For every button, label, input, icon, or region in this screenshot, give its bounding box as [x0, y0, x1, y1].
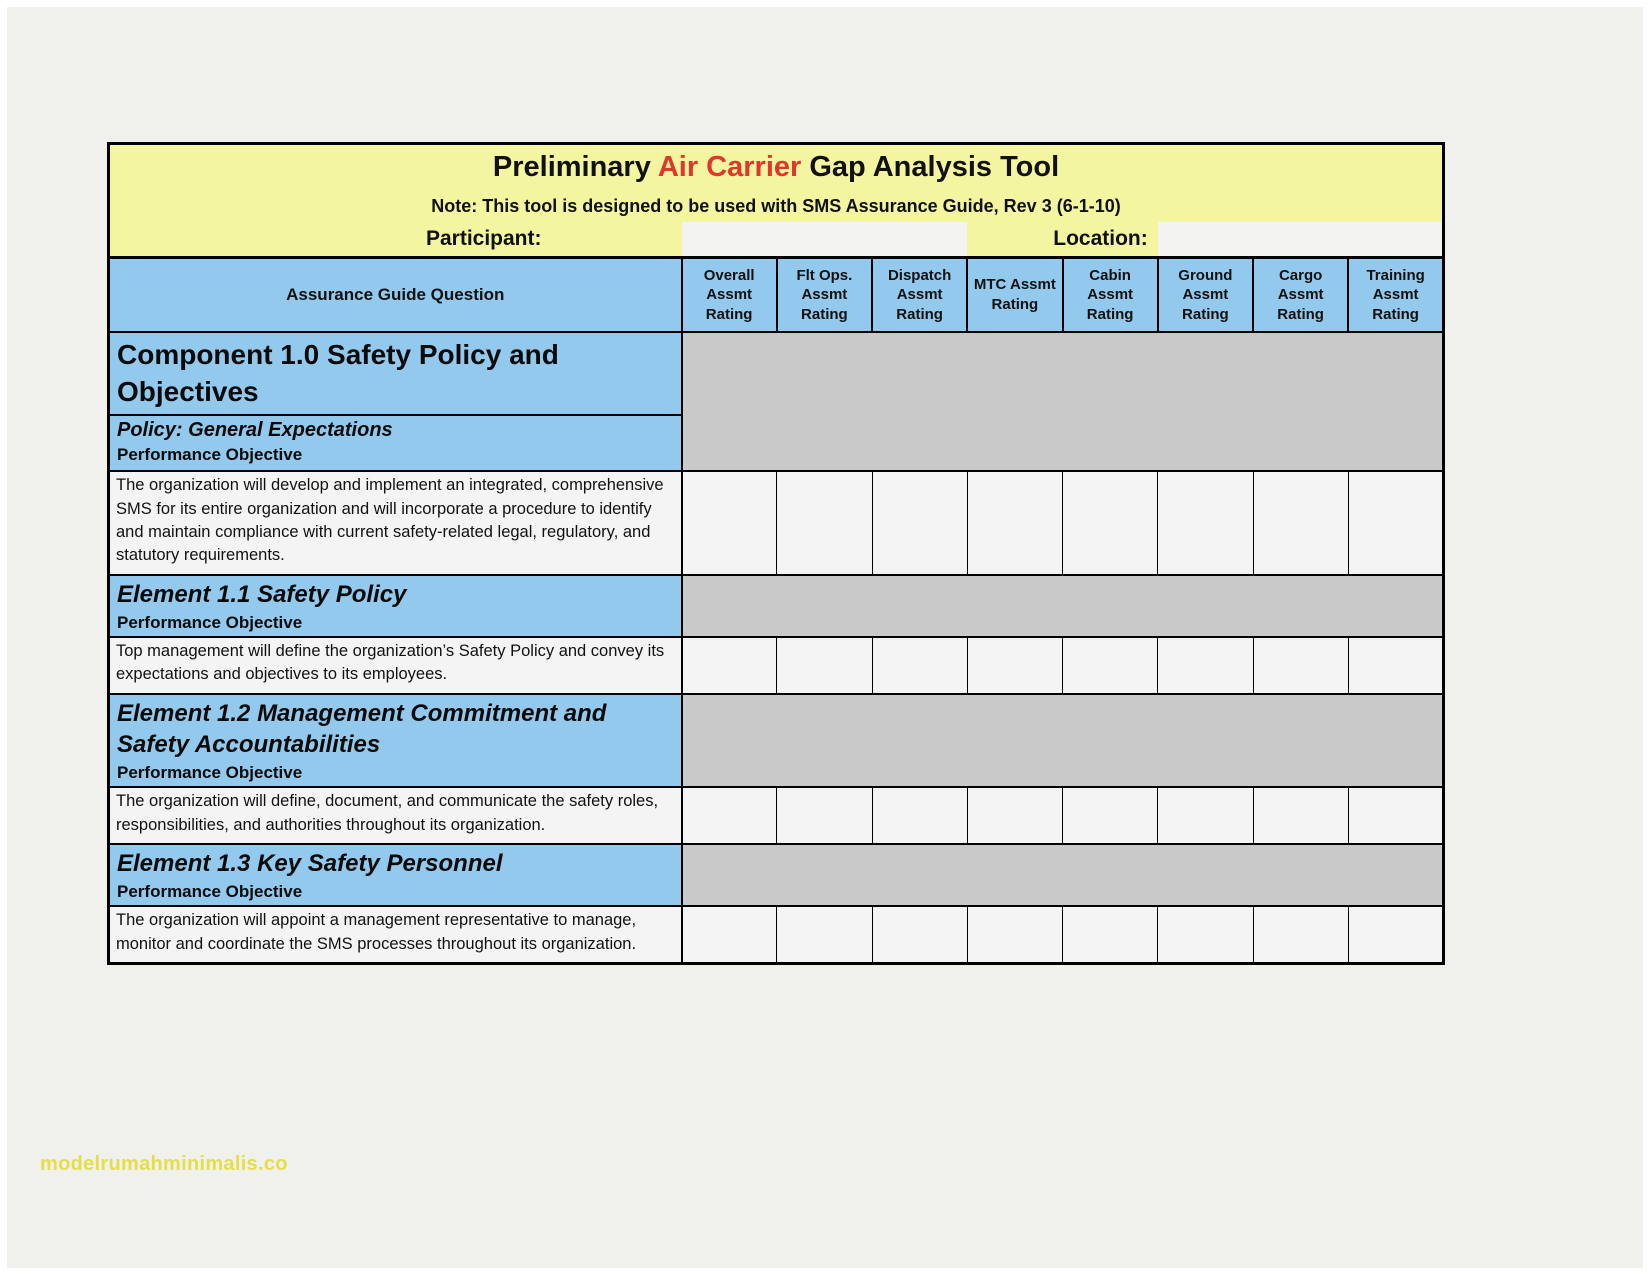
rating-input-cell[interactable]	[872, 637, 967, 694]
rating-input-cell[interactable]	[777, 471, 872, 575]
rating-input-cell[interactable]	[967, 787, 1062, 844]
note-row	[109, 191, 1444, 222]
question-row	[109, 471, 1444, 575]
section-header-row	[109, 575, 1444, 637]
rating-input-cell[interactable]	[1063, 906, 1158, 963]
rating-input-cell[interactable]	[1348, 471, 1443, 575]
question-column-header: Assurance Guide Question	[109, 258, 682, 332]
performance-objective-label: Performance Objective	[117, 445, 303, 465]
section-heading-component	[109, 332, 682, 416]
location-input[interactable]	[1158, 222, 1444, 258]
page-background	[7, 7, 1643, 1268]
rating-input-cell[interactable]	[1348, 787, 1443, 844]
rating-input-cell[interactable]	[1253, 906, 1348, 963]
question-row	[109, 906, 1444, 963]
section-heading-policy	[109, 415, 682, 471]
performance-objective-label: Performance Objective	[117, 612, 303, 632]
merged-section-cell	[682, 694, 1444, 787]
rating-input-cell[interactable]	[1063, 637, 1158, 694]
performance-objective-label: Performance Objective	[117, 882, 303, 902]
question-row	[109, 787, 1444, 844]
rating-input-cell[interactable]	[682, 637, 777, 694]
rating-input-cell[interactable]	[1253, 787, 1348, 844]
rating-input-cell[interactable]	[872, 471, 967, 575]
gap-analysis-table	[107, 142, 1445, 965]
rating-input-cell[interactable]	[1063, 471, 1158, 575]
section-heading-element	[109, 844, 682, 906]
rating-column-header: MTC Assmt Rating	[967, 258, 1062, 332]
section-header-row	[109, 844, 1444, 906]
assurance-question: The organization will develop and implement an integrated, comprehensive SMS for its entire organization and will incorporate a procedure to identify and maintain compliance with current safety-related legal, regulatory, and statutory requirements.	[109, 471, 682, 575]
participant-location-row	[109, 222, 1444, 258]
rating-input-cell[interactable]	[1158, 637, 1253, 694]
location-label: Location:	[967, 222, 1158, 258]
rating-column-header: Flt Ops. Assmt Rating	[777, 258, 872, 332]
assurance-question: The organization will appoint a management representative to manage, monitor and coordinate the SMS processes throughout its organization.	[109, 906, 682, 963]
gap-table-body	[109, 144, 1444, 964]
rating-input-cell[interactable]	[777, 906, 872, 963]
title-row	[109, 144, 1444, 191]
rating-input-cell[interactable]	[1253, 471, 1348, 575]
watermark: modelrumahminimalis.co	[40, 1153, 288, 1175]
section-heading-element	[109, 694, 682, 787]
rating-column-header: Overall Assmt Rating	[682, 258, 777, 332]
title-suffix: Gap Analysis Tool	[801, 151, 1060, 184]
document-title	[109, 144, 1444, 191]
rating-input-cell[interactable]	[872, 787, 967, 844]
participant-label: Participant:	[109, 222, 682, 258]
rating-input-cell[interactable]	[682, 471, 777, 575]
rating-input-cell[interactable]	[777, 637, 872, 694]
heading-text: Element 1.1 Safety Policy	[117, 580, 407, 608]
title-prefix: Preliminary	[492, 151, 658, 184]
heading-text: Policy: General Expectations	[117, 419, 393, 442]
heading-text: Element 1.2 Management Commitment and Safety Accountabilities	[117, 699, 607, 758]
rating-input-cell[interactable]	[1348, 637, 1443, 694]
rating-column-header: Ground Assmt Rating	[1158, 258, 1253, 332]
rating-column-header: Cargo Assmt Rating	[1253, 258, 1348, 332]
rating-input-cell[interactable]	[1158, 787, 1253, 844]
rating-input-cell[interactable]	[1348, 906, 1443, 963]
section-header-row	[109, 694, 1444, 787]
assurance-question: The organization will define, document, and communicate the safety roles, responsibilities, and authorities throughout its organization.	[109, 787, 682, 844]
rating-input-cell[interactable]	[1253, 637, 1348, 694]
column-header-row	[109, 258, 1444, 332]
rating-input-cell[interactable]	[682, 787, 777, 844]
heading-text: Element 1.3 Key Safety Personnel	[117, 850, 503, 878]
merged-section-cell	[682, 844, 1444, 906]
merged-section-cell	[682, 332, 1444, 472]
heading-text: Component 1.0 Safety Policy and Objectives	[117, 338, 559, 408]
assurance-question: Top management will define the organization’s Safety Policy and convey its expectations and objectives to its employees.	[109, 637, 682, 694]
title-highlight: Air Carrier	[657, 151, 802, 184]
rating-input-cell[interactable]	[1063, 787, 1158, 844]
rating-input-cell[interactable]	[1158, 471, 1253, 575]
question-row	[109, 637, 1444, 694]
participant-input[interactable]	[682, 222, 968, 258]
rating-input-cell[interactable]	[682, 906, 777, 963]
rating-column-header: Training Assmt Rating	[1348, 258, 1443, 332]
rating-input-cell[interactable]	[967, 471, 1062, 575]
section-header-row	[109, 332, 1444, 416]
section-heading-element	[109, 575, 682, 637]
rating-column-header: Cabin Assmt Rating	[1063, 258, 1158, 332]
rating-input-cell[interactable]	[872, 906, 967, 963]
rating-input-cell[interactable]	[967, 906, 1062, 963]
rating-column-header: Dispatch Assmt Rating	[872, 258, 967, 332]
rating-input-cell[interactable]	[1158, 906, 1253, 963]
rating-input-cell[interactable]	[967, 637, 1062, 694]
performance-objective-label: Performance Objective	[117, 763, 303, 783]
merged-section-cell	[682, 575, 1444, 637]
note-text: Note: This tool is designed to be used with SMS Assurance Guide, Rev 3 (6-1-10)	[109, 191, 1444, 222]
rating-input-cell[interactable]	[777, 787, 872, 844]
